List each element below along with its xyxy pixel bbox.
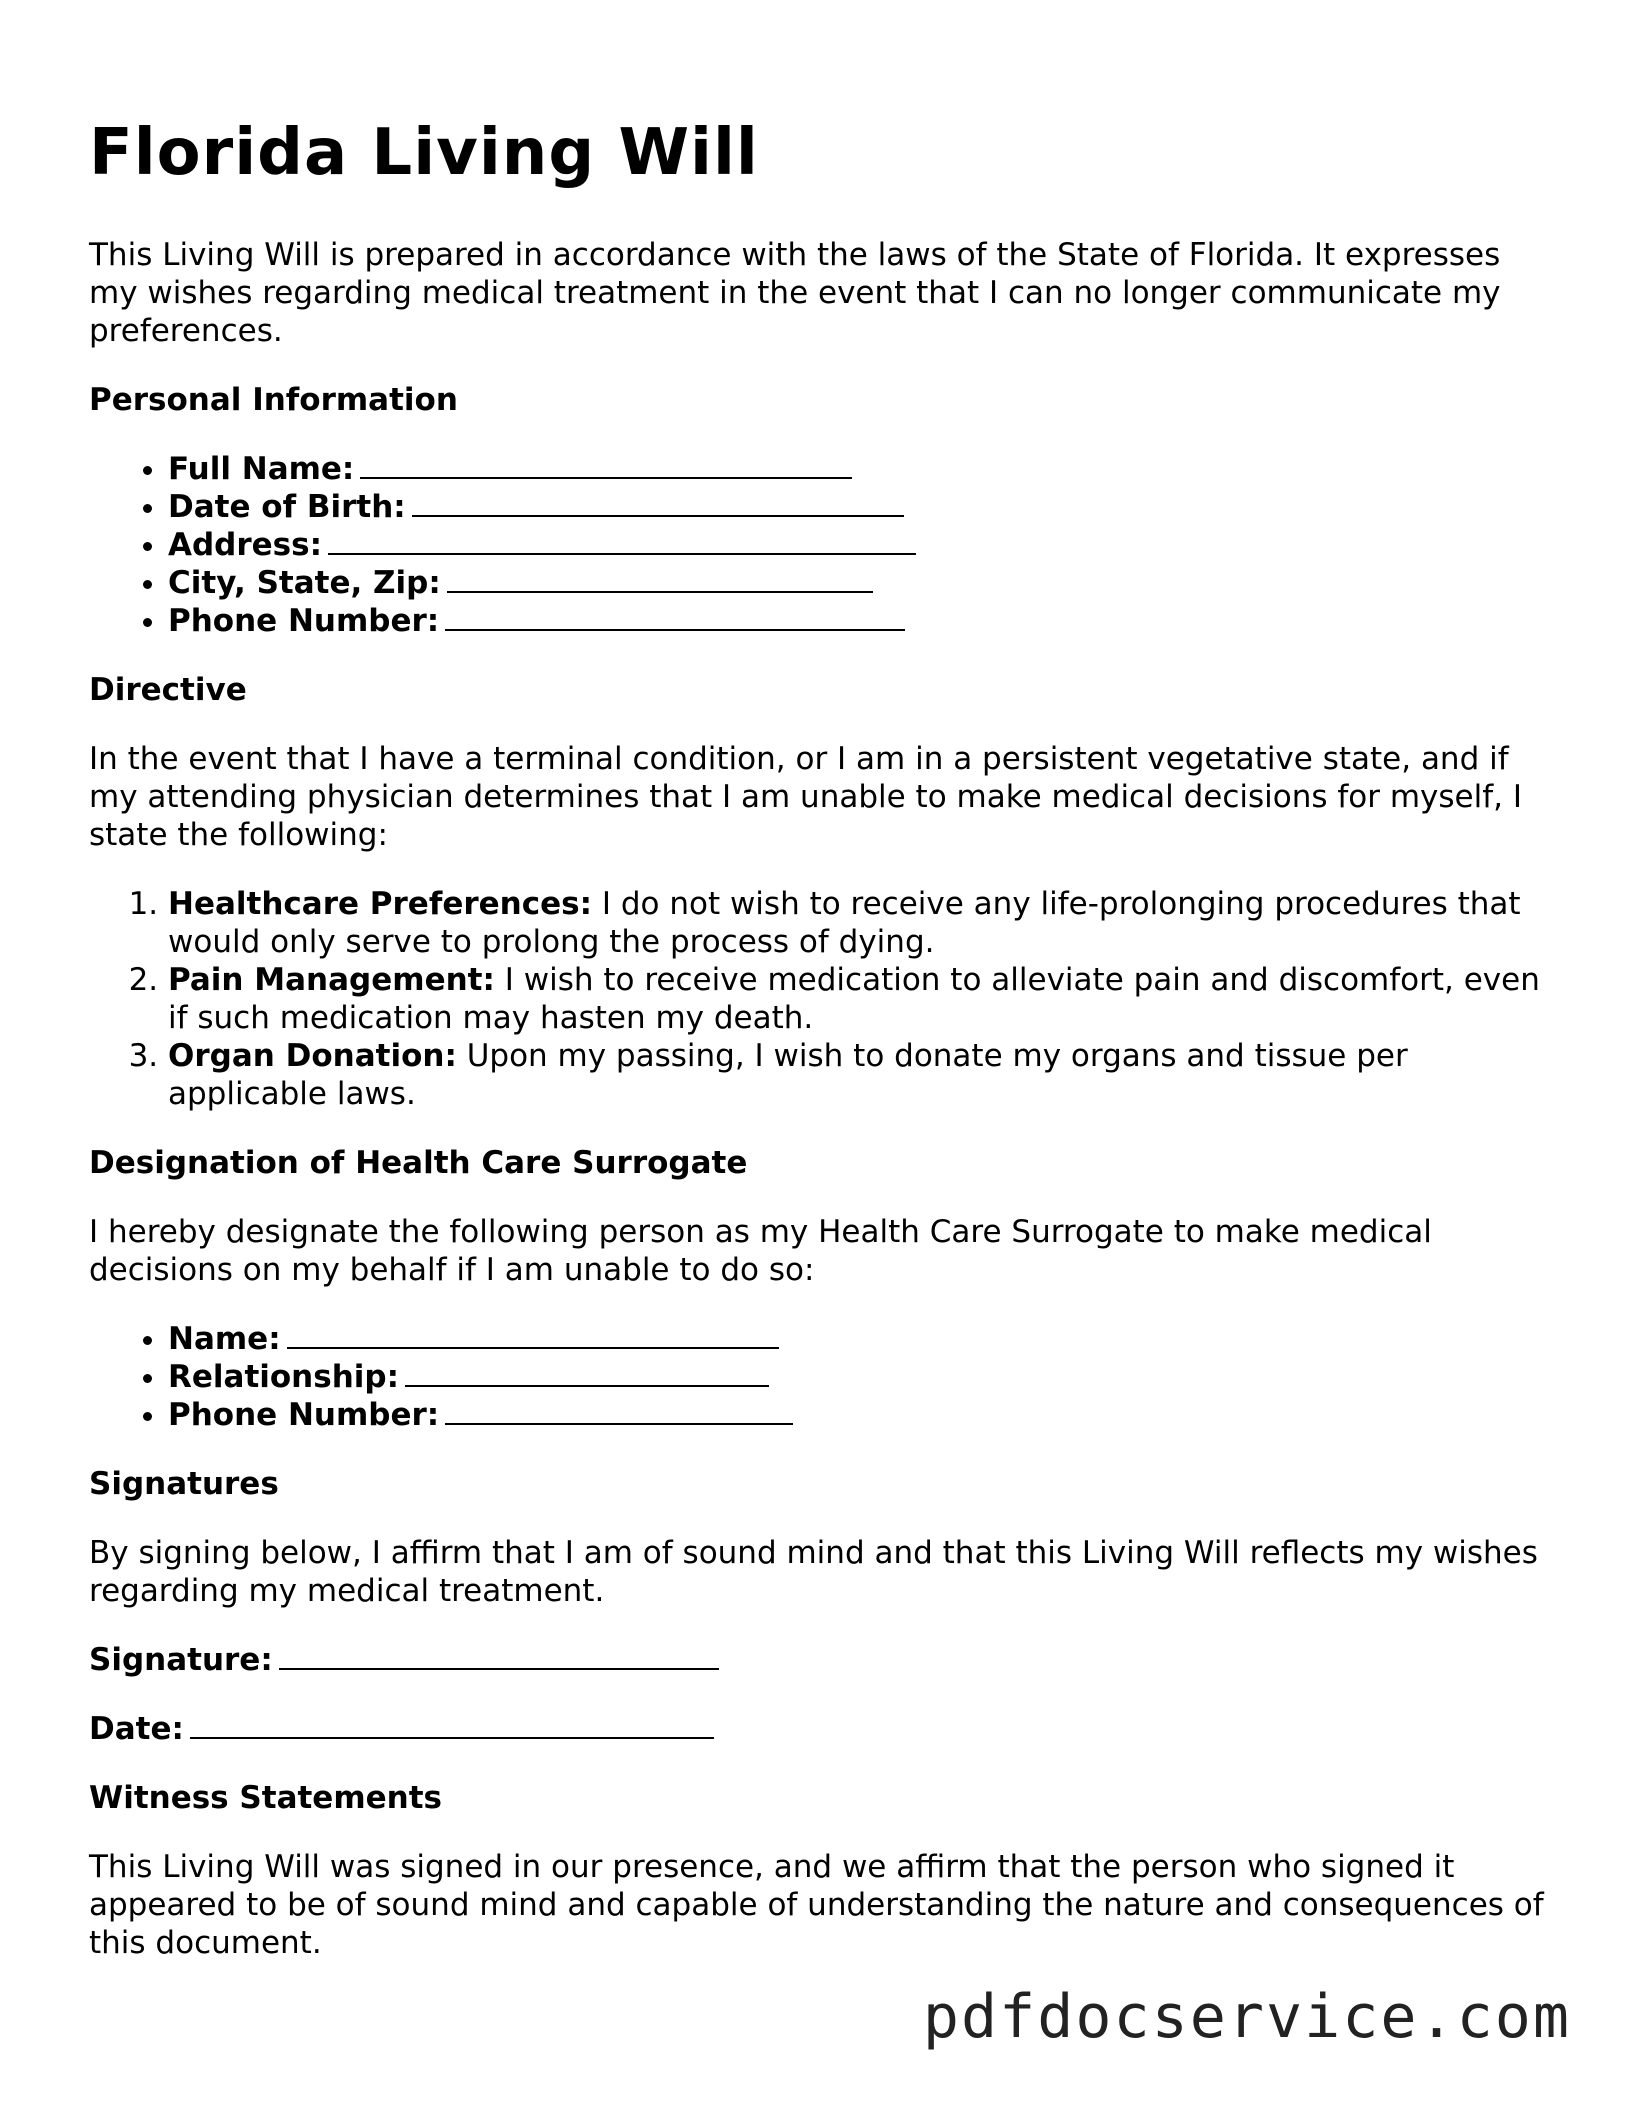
field-label: Relationship: (168, 1359, 399, 1395)
blank-line-city-state-zip[interactable] (447, 567, 873, 593)
list-item-organ-donation (168, 1037, 1549, 1113)
signatures-heading: Signatures (89, 1466, 279, 1502)
field-label: Date of Birth: (168, 489, 406, 525)
witness-heading: Witness Statements (89, 1780, 443, 1816)
field-label: Name: (168, 1321, 281, 1357)
signature-label: Signature: (89, 1642, 273, 1678)
list-item-surrogate-phone (168, 1396, 1549, 1434)
item-label: Organ Donation: (168, 1038, 457, 1074)
date-label: Date: (89, 1711, 184, 1747)
date-line (89, 1710, 1549, 1748)
blank-line-full-name[interactable] (360, 453, 852, 479)
item-label: Healthcare Preferences: (168, 886, 592, 922)
directive-list (89, 885, 1549, 1113)
item-text: I do not wish to receive any life-prolonging procedures that would only serve to prolong the process of dying. (168, 886, 1521, 960)
item-text: I wish to receive medication to alleviate pain and discomfort, even if such medication may hasten my death. (168, 962, 1540, 1036)
directive-heading: Directive (89, 672, 247, 708)
watermark-text: pdfdocservice.com (922, 1982, 1571, 2052)
list-item-address (168, 526, 1549, 564)
personal-information-list (89, 450, 1549, 640)
list-item-healthcare-preferences (168, 885, 1549, 961)
witness-paragraph: This Living Will was signed in our presence, and we affirm that the person who signed it appeared to be of sound mind and capable of understanding the nature and consequences of this document. (89, 1849, 1544, 1961)
field-label: City, State, Zip: (168, 565, 441, 601)
list-item-relationship (168, 1358, 1549, 1396)
surrogate-list (89, 1320, 1549, 1434)
item-text: Upon my passing, I wish to donate my organs and tissue per applicable laws. (168, 1038, 1408, 1112)
list-item-full-name (168, 450, 1549, 488)
signature-line (89, 1641, 1549, 1679)
surrogate-heading: Designation of Health Care Surrogate (89, 1145, 748, 1181)
personal-information-heading: Personal Information (89, 382, 458, 418)
intro-paragraph: This Living Will is prepared in accordance with the laws of the State of Florida. It expresses my wishes regarding medical treatment in the event that I can no longer communicate my preferences. (89, 237, 1501, 349)
field-label: Full Name: (168, 451, 355, 487)
directive-paragraph: In the event that I have a terminal condition, or I am in a persistent vegetative state, and if my attending physician determines that I am unable to make medical decisions for myself, I state the following: (89, 741, 1522, 853)
blank-line-date[interactable] (190, 1713, 714, 1739)
field-label: Phone Number: (168, 1397, 440, 1433)
blank-line-address[interactable] (328, 529, 916, 555)
signatures-paragraph: By signing below, I affirm that I am of sound mind and that this Living Will reflects my wishes regarding my medical treatment. (89, 1535, 1538, 1609)
list-item-date-of-birth (168, 488, 1549, 526)
list-item-surrogate-name (168, 1320, 1549, 1358)
blank-line-surrogate-phone[interactable] (445, 1399, 793, 1425)
blank-line-date-of-birth[interactable] (412, 491, 904, 517)
field-label: Phone Number: (168, 603, 440, 639)
document-page (89, 108, 1549, 1993)
item-label: Pain Management: (168, 962, 495, 998)
blank-line-surrogate-name[interactable] (287, 1323, 779, 1349)
list-item-pain-management (168, 961, 1549, 1037)
surrogate-paragraph: I hereby designate the following person as my Health Care Surrogate to make medical decisions on my behalf if I am unable to do so: (89, 1214, 1432, 1288)
list-item-city-state-zip (168, 564, 1549, 602)
field-label: Address: (168, 527, 322, 563)
blank-line-signature[interactable] (279, 1644, 719, 1670)
list-item-phone-number (168, 602, 1549, 640)
blank-line-relationship[interactable] (405, 1361, 769, 1387)
document-title: Florida Living Will (89, 116, 759, 190)
blank-line-phone-number[interactable] (445, 605, 905, 631)
